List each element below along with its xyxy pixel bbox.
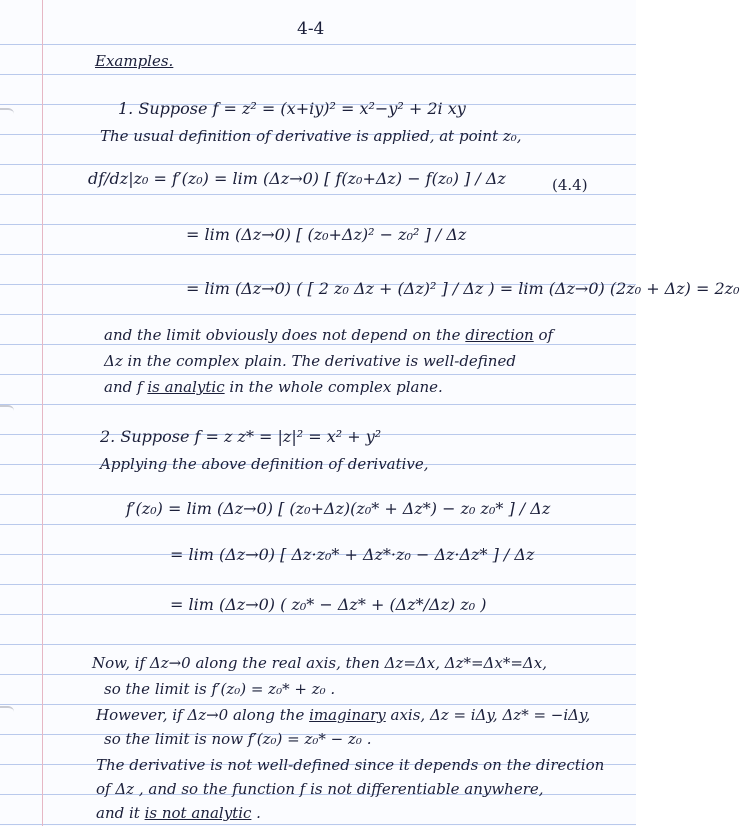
conclusion-text: and the limit obviously does not depend on the	[104, 326, 461, 344]
example1-intro: 1. Suppose f = z² = (x+iy)² = x²−y² + 2i xy	[118, 99, 466, 118]
imaginary-text-end: axis, Δz = iΔy, Δz* = −iΔy,	[390, 706, 591, 724]
binder-hole-mark	[0, 706, 14, 712]
example2-intro: 2. Suppose f = z z* = |z|² = x² + y²	[100, 427, 382, 446]
is-not-analytic-underlined: is not analytic	[144, 804, 252, 822]
example1-conclusion-line-1	[104, 326, 553, 344]
final-text: and it	[96, 804, 140, 822]
binder-hole-mark	[0, 108, 14, 114]
direction-underlined: direction	[465, 326, 534, 344]
conclusion-text-end: in the whole complex plane.	[229, 378, 443, 396]
final-line-1: The derivative is not well-defined since it depends on the direction	[96, 756, 605, 774]
example2-equation-3: = lim (Δz→0) ( z₀* − Δz* + (Δz*/Δz) z₀ )	[170, 595, 487, 614]
example2-equation-1: f′(z₀) = lim (Δz→0) [ (z₀+Δz)(z₀* + Δz*) − z₀ z₀* ] / Δz	[126, 499, 551, 518]
equation-number: (4.4)	[552, 176, 588, 194]
example1-equation-2: = lim (Δz→0) [ (z₀+Δz)² − z₀² ] / Δz	[186, 225, 467, 244]
example1-conclusion-line-2: Δz in the complex plain. The derivative is well-defined	[104, 352, 516, 370]
example1-equation-1: df/dz|z₀ = f′(z₀) = lim (Δz→0) [ f(z₀+Δz) − f(z₀) ] / Δz	[88, 169, 506, 188]
conclusion-text: and f	[104, 378, 143, 396]
example1-conclusion-line-3	[104, 378, 443, 396]
binder-hole-mark	[0, 405, 14, 411]
example2-equation-2: = lim (Δz→0) [ Δz·z₀* + Δz*·z₀ − Δz·Δz* ] / Δz	[170, 545, 535, 564]
final-line-3	[96, 804, 261, 822]
imaginary-axis-line-1	[96, 706, 590, 724]
imaginary-axis-line-2: so the limit is now f′(z₀) = z₀* − z₀ .	[104, 730, 372, 748]
example1-definition-text: The usual definition of derivative is applied, at point z₀,	[100, 127, 522, 145]
examples-heading: Examples.	[95, 52, 174, 70]
real-axis-line-2: so the limit is f′(z₀) = z₀* + z₀ .	[104, 680, 336, 698]
example1-equation-3: = lim (Δz→0) ( [ 2 z₀ Δz + (Δz)² ] / Δz ) = lim (Δz→0) (2z₀ + Δz) = 2z₀	[186, 279, 740, 298]
page-number: 4-4	[297, 19, 325, 39]
final-line-2: of Δz , and so the function f is not differentiable anywhere,	[96, 780, 544, 798]
is-analytic-underlined: is analytic	[147, 378, 225, 396]
final-text-end: .	[256, 804, 261, 822]
imaginary-underlined: imaginary	[309, 706, 386, 724]
example2-applying: Applying the above definition of derivative,	[100, 455, 429, 473]
conclusion-text-end: of	[538, 326, 554, 344]
imaginary-text: However, if Δz→0 along the	[96, 706, 305, 724]
real-axis-line-1: Now, if Δz→0 along the real axis, then Δz=Δx, Δz*=Δx*=Δx,	[92, 654, 547, 672]
